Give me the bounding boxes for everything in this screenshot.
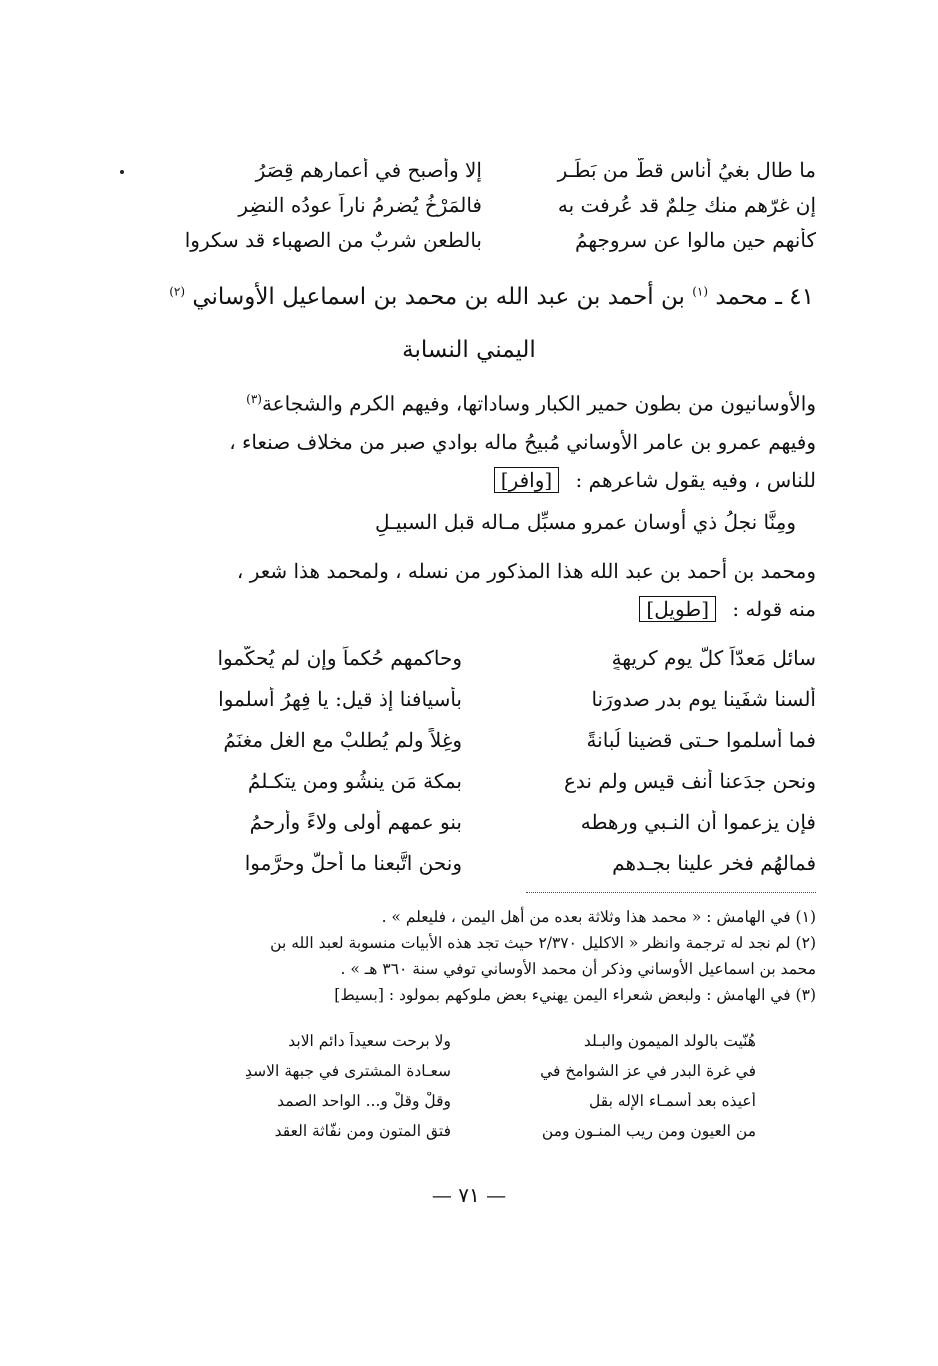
single-verse: ومِنَّا نجلُ ذي أوسان عمرو مسبِّل مـاله قبل السبيـلِ: [374, 510, 796, 534]
hemistich-second: بنو عمهم أولى ولاءً وأرحمُ: [249, 809, 462, 834]
hemistich-first: ألسنا شفَينا يوم بدرٍ صدورَنا: [591, 686, 816, 711]
footnote: (٢) لم نجد له ترجمة وانظر « الاكليل ٢/٣٧٠ حيث تجد هذه الأبيات منسوبة لعبد الله بن: [270, 934, 816, 952]
hemistich-second: بمكة مَن ينشُو ومن يتكـلمُ: [247, 768, 462, 793]
text-line: ومحمد بن أحمد بن عبد الله هذا المذكور من نسله ، ولمحمد هذا شعر ،: [236, 559, 816, 583]
verse: [191, 1086, 756, 1116]
entry-heading-line2: اليمني النسابة: [402, 337, 536, 363]
hemistich-second: وغِلاً ولم يُطلبْ مع الغل مغنَمُ: [223, 727, 462, 752]
hemistich-second: سعـادة المشترى في جبهة الاسدِ: [245, 1062, 451, 1080]
intro-paragraph: [116, 380, 816, 499]
verse: [152, 801, 816, 842]
verse: [152, 760, 816, 801]
margin-dot: [120, 170, 124, 174]
entry-name: محمد: [715, 284, 768, 310]
hemistich-second: وحاكمهم حُكماً وإن لم يُحكّموا: [217, 645, 462, 670]
hemistich-first: ما طال بغيُ أُناسٍ قطُّ من بَطَـر: [557, 157, 816, 182]
text-line: والأوسانيون من بطون حمير الكبار وساداتها، وفيهم الكرم والشجاعة$^{(٣)}$: [246, 391, 816, 416]
hemistich-second: فتق المتون ومن نفّاثة العقد: [274, 1122, 451, 1140]
hemistich-first: هُنّيت بالولد الميمون والبـلد: [583, 1032, 756, 1050]
verse: [152, 152, 816, 187]
hemistich-second: بالطعن شربٌ من الصهباء قد سكروا: [184, 227, 482, 252]
text-line: وفيهم عمرو بن عامر الأوساني مُبيحُ ماله بوادي صبر من مخلاف صنعاء ،: [229, 429, 816, 454]
footnote-ref: (٣): [246, 392, 262, 406]
footnote-ref: (٢): [169, 284, 186, 299]
meter-label: [طويل]: [639, 596, 716, 622]
verse: [152, 222, 816, 257]
footnote-ref: (١): [692, 284, 709, 299]
hemistich-second: فالمَرْخُ يُضرمُ ناراً عودُه النضِر: [238, 192, 482, 217]
meter-label: [بسيط]: [334, 986, 384, 1004]
second-paragraph: [116, 552, 816, 628]
footnote-poem: [191, 1026, 756, 1146]
footnote: (٣) في الهامش : ولبعض شعراء اليمن يهنيء بعض ملوكهم بمولود : [بسيط]: [334, 986, 816, 1004]
verse: [191, 1116, 756, 1146]
entry-heading: [114, 284, 814, 310]
entry-number: ٤١ ـ: [775, 284, 814, 310]
hemistich-second: إلا وأصبح في أعمارهم قِصَرُ: [255, 157, 482, 182]
verse: [152, 678, 816, 719]
footnote: محمد بن اسماعيل الأوساني وذكر أن محمد الأوساني توفي سنة ٣٦٠ هـ » .: [340, 960, 816, 978]
hemistich-second: بأسيافنا إذ قيل: يا فِهرُ أسلموا: [218, 686, 462, 711]
hemistich-first: إن غرّهم منك حِلمٌ قد عُرفت به: [557, 192, 816, 217]
hemistich-second: وقلْ وقلْ و... الواحد الصمد: [277, 1092, 451, 1110]
text-line: منه قوله : [طويل]: [116, 590, 816, 628]
hemistich-first: فإن يزعموا أن النـبي ورهطه: [580, 809, 816, 834]
hemistich-second: ونحن اتَّبعنا ما أحلَّ وحرَّموا: [244, 850, 462, 875]
verse: [152, 719, 816, 760]
text-line: للناس ، وفيه يقول شاعرهم : [وافر]: [116, 461, 816, 499]
hemistich-first: فما أسلموا حـتى قضينا لُبانةً: [586, 727, 816, 752]
hemistich-first: فمالهُم فخر علينا بجـدهم: [612, 850, 816, 875]
page-number: — ٧١ —: [431, 1183, 507, 1207]
hemistich-second: ولا برحت سعيداً دائم الابد: [288, 1032, 451, 1050]
hemistich-first: كأنهم حين مالوا عن سروجهمُ: [574, 227, 816, 252]
footnote: (١) في الهامش : « محمد هذا وثلاثة بعده من أهل اليمن ، فليعلم » .: [381, 908, 816, 926]
verse: [152, 187, 816, 222]
opening-poem: [152, 152, 816, 257]
verse: [152, 637, 816, 678]
verse: [191, 1026, 756, 1056]
hemistich-first: من العيون ومن ريب المنـون ومن: [541, 1122, 756, 1140]
hemistich-first: سائل مَعدّاً كلَّ يوم كريهةٍ: [611, 645, 816, 670]
footnote-divider: [526, 892, 816, 893]
footnotes: [116, 904, 816, 1008]
main-poem: [152, 637, 816, 883]
verse: [152, 842, 816, 883]
meter-label: [وافر]: [494, 467, 559, 493]
entry-lineage: بن أحمد بن عبد الله بن محمد بن اسماعيل الأوساني: [192, 284, 685, 310]
hemistich-first: في غرة البدر في عز الشوامخ في: [540, 1062, 756, 1080]
hemistich-first: ونحن جدَعنا أنف قيسٍ ولم ندع: [563, 768, 816, 793]
hemistich-first: أعيذه بعد أسمـاء الإله بقل: [588, 1092, 756, 1110]
verse: [191, 1056, 756, 1086]
